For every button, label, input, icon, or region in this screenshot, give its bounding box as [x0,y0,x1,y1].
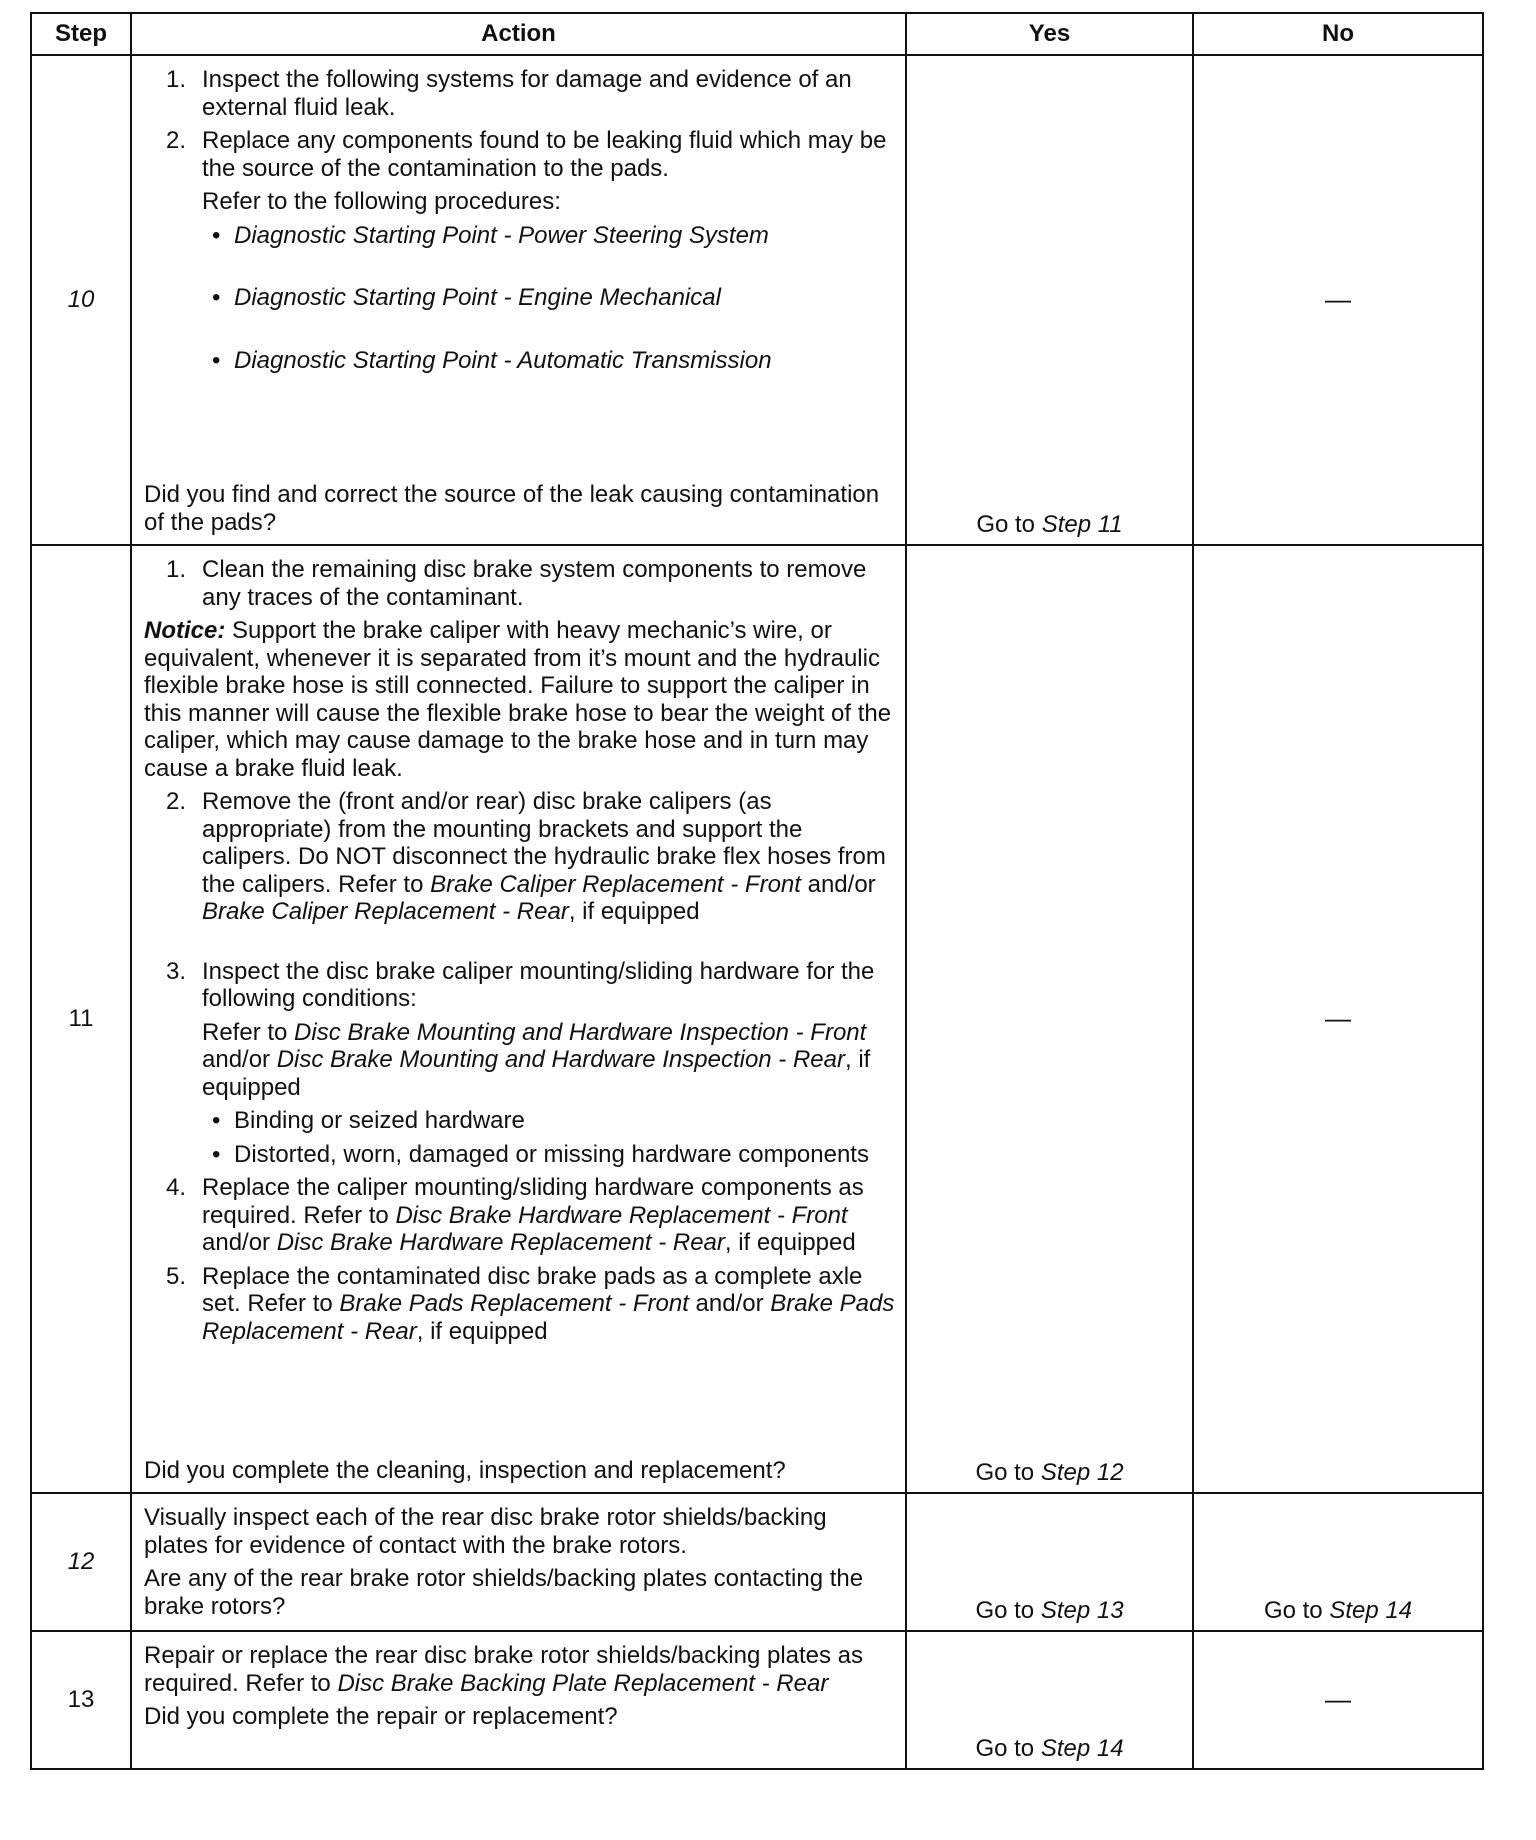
no-cell-13: — [1193,1631,1483,1769]
ref-brake-caliper-rear[interactable]: Brake Caliper Replacement - Rear [202,898,569,925]
step11-item-2: Remove the (front and/or rear) disc brake calipers (as appropriate) from the mounting brackets and support the calipers. Do NOT disconnect the hydraulic brake flex hoses from the calipers. Refer to Brake Caliper Replacement - Front and/or Brake Caliper Replacement - Rear, if equipped [202,788,886,925]
step12-yes-link[interactable]: Step 13 [1040,1596,1124,1624]
ref-brake-caliper-front[interactable]: Brake Caliper Replacement - Front [430,870,801,898]
ref-mounting-inspection-front[interactable]: Disc Brake Mounting and Hardware Inspection - Front [294,1018,867,1046]
step10-ref-automatic-transmission: Diagnostic Starting Point - Automatic Transmission [234,346,772,374]
no-cell-12: Go to Step 14 [1193,1493,1483,1631]
step-number-12: 12 [31,1493,131,1631]
action-cell-10: 1. Inspect the following systems for damage and evidence of an external fluid leak. 2. Replace any components found to be leaking fluid which may be the source of the contamination to the pads. Refer to the following procedures: • Diagnostic Starting Point - Power Steering System • Diagnostic Starting Point - Engine Mechanical • Diagnostic Starting Point - Automatic Transmission Did you find and correct the source of the leak causing contamination of the pads? [131,55,906,545]
step-number-11: 11 [31,545,131,1493]
no-cell-10: — [1193,55,1483,545]
yes-cell-11: Go to Step 12 [906,545,1193,1493]
step12-question: Are any of the rear brake rotor shields/backing plates contacting the brake rotors? [144,1565,864,1620]
table-row-step-10 [31,55,1483,545]
step10-item-2: Replace any components found to be leaking fluid which may be the source of the contamination to the pads. [202,127,887,182]
step11-question: Did you complete the cleaning, inspection and replacement? [144,1456,786,1484]
step11-bullet-binding: Binding or seized hardware [234,1107,525,1134]
yes-cell-13: Go to Step 14 [906,1631,1193,1769]
notice-text: Support the brake caliper with heavy mechanic’s wire, or equivalent, whenever it is separated from it’s mount and the hydraulic flexible brake hose is still connected. Failure to support the caliper in this manner will cause the flexible brake hose to bear the weight of the caliper, which may cause damage to the brake hose and in turn may cause a brake fluid leak. [144,617,892,782]
step13-text: Repair or replace the rear disc brake rotor shields/backing plates as required. Refer to Disc Brake Backing Plate Replacement - Rear [144,1642,864,1697]
step11-notice [144,617,895,782]
diagnostic-table [30,12,1484,1770]
ref-hardware-replacement-rear[interactable]: Disc Brake Hardware Replacement - Rear [276,1229,725,1256]
notice-label: Notice: [144,617,226,644]
ref-mounting-inspection-rear[interactable]: Disc Brake Mounting and Hardware Inspection - Rear [276,1046,845,1073]
action-cell-12 [131,1493,906,1631]
step10-refer-text: Refer to the following procedures: [202,188,561,215]
header-no: No [1193,13,1483,55]
action-cell-11: 1. Clean the remaining disc brake system components to remove any traces of the contaminant. Notice: Support the brake caliper with heavy mechanic’s wire, or equivalent, whenever it is separated from it’s mount and the hydraulic flexible brake hose is still connected. Failure to support the caliper in this manner will cause the flexible brake hose to bear the weight of the caliper, which may cause damage to the brake hose and in turn may cause a brake fluid leak. 2. Remove the (front and/or rear) disc brake calipers (as appropriate) from the mounting brackets and support the calipers. Do NOT disconnect the hydraulic brake flex hoses from the calipers. Refer to Brake Caliper Replacement - Front and/or Brake Caliper Replacement - Rear, if equipped 3. Inspect the disc brake caliper mounting/sliding hardware for the following conditions: Refer to Disc Brake Mounting and Hardware Inspection - Front and/or Disc Brake Mounting and Hardware Inspection - Rear, if equipped • Binding or seized hardware • Distorted, worn, damaged or missing hardware components 4. Replace the caliper mounting/sliding hardware components as required. Refer to Disc Brake Hardware Replacement - Front and/or Disc Brake Hardware Replacement - Rear, if equipped 5. Replace the contaminated disc brake pads as a complete axle set. Refer to Brake Pads Replacement - Front and/or Brake Pads Replacement - Rear, if equipped Did you complete the cleaning, inspection and replacement? [131,545,906,1493]
ref-pads-replacement-front[interactable]: Brake Pads Replacement - Front [339,1290,689,1317]
step11-bullet-distorted: Distorted, worn, damaged or missing hardware components [234,1140,869,1168]
step11-yes-link[interactable]: Step 12 [1040,1458,1124,1486]
step10-yes-prefix: Go to [976,510,1042,538]
step13-yes-link[interactable]: Step 14 [1040,1734,1124,1762]
table-row-step-12 [31,1493,1483,1631]
ref-backing-plate-rear[interactable]: Disc Brake Backing Plate Replacement - Rear [337,1669,829,1697]
no-cell-11: — [1193,545,1483,1493]
action-cell-13 [131,1631,906,1769]
yes-cell-10 [906,55,1193,545]
step10-yes-link[interactable]: Step 11 [1041,510,1123,538]
step11-item-5: Replace the contaminated disc brake pads as a complete axle set. Refer to Brake Pads Replacement - Front and/or Brake Pads Replacement - Rear, if equipped [202,1262,895,1345]
step10-item-1: Inspect the following systems for damage and evidence of an external fluid leak. [202,66,852,121]
table-row-step-13 [31,1631,1483,1769]
step10-question: Did you find and correct the source of the leak causing contamination of the pads? [144,481,880,536]
ref-pads-replacement-rear[interactable]: Brake Pads Replacement - Rear [202,1290,895,1345]
header-step: Step [31,13,131,55]
table-row-step-11 [31,545,1483,1493]
step-number-10: 10 [31,55,131,545]
header-yes: Yes [906,13,1193,55]
step10-ref-engine-mechanical: Diagnostic Starting Point - Engine Mechanical [234,284,721,311]
step11-item-4: Replace the caliper mounting/sliding hardware components as required. Refer to Disc Brake Hardware Replacement - Front and/or Disc Brake Hardware Replacement - Rear, if equipped [202,1174,864,1256]
step12-text: Visually inspect each of the rear disc brake rotor shields/backing plates for evidence of contact with the brake rotors. [144,1504,827,1559]
step11-item-3: Inspect the disc brake caliper mounting/sliding hardware for the following conditions: [202,957,875,1012]
step-number-13: 13 [31,1631,131,1769]
step10-ref-power-steering: Diagnostic Starting Point - Power Steering System [234,221,769,249]
step11-item-1: Clean the remaining disc brake system components to remove any traces of the contaminant. [202,556,867,611]
yes-cell-12: Go to Step 13 [906,1493,1193,1631]
step12-no-link[interactable]: Step 14 [1329,1596,1413,1624]
step13-question: Did you complete the repair or replacement? [144,1703,618,1730]
ref-hardware-replacement-front[interactable]: Disc Brake Hardware Replacement - Front [395,1201,848,1229]
header-row [31,13,1483,55]
step11-item-3-refer: Refer to Disc Brake Mounting and Hardware Inspection - Front and/or Disc Brake Mounting and Hardware Inspection - Rear, if equipped [202,1018,871,1101]
header-action: Action [131,13,906,55]
